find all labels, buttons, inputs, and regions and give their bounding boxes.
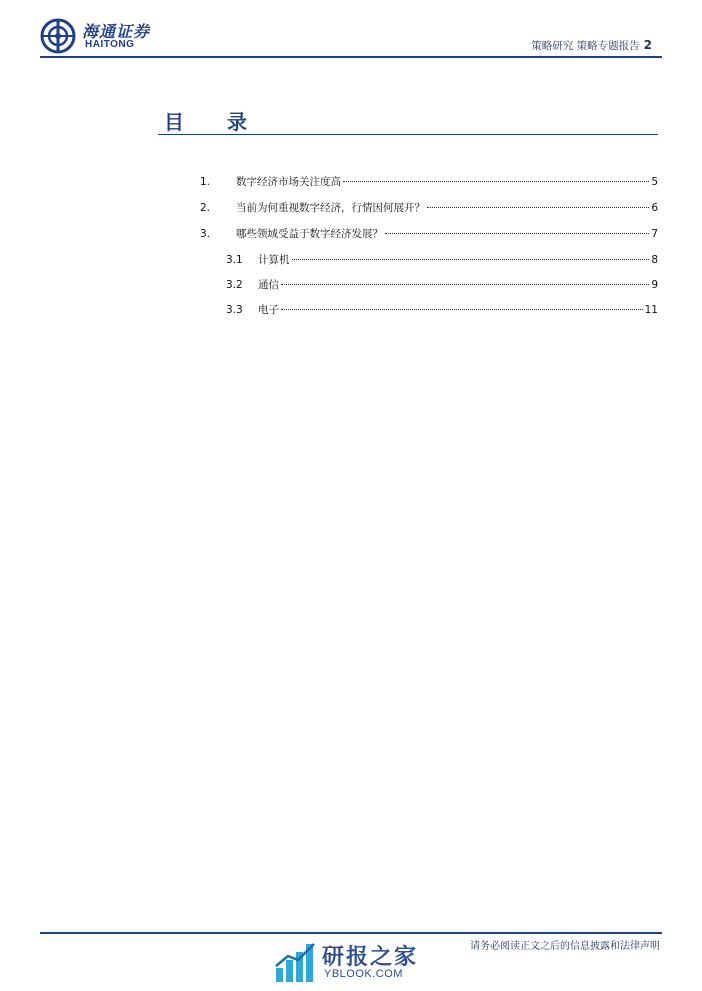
watermark-chinese: 研报之家 bbox=[322, 945, 419, 970]
toc-entry-number: 1. bbox=[200, 176, 211, 188]
haitong-logo-icon bbox=[40, 18, 76, 54]
toc-entry-page: 5 bbox=[651, 176, 658, 188]
page-number: 2 bbox=[643, 38, 652, 52]
footer-disclaimer: 请务必阅读正文之后的信息披露和法律声明 bbox=[470, 941, 660, 952]
toc-entry[interactable] bbox=[200, 174, 658, 188]
toc-entry-page: 11 bbox=[644, 304, 658, 316]
toc-subentry[interactable] bbox=[226, 252, 658, 266]
bar-chart-icon bbox=[274, 940, 318, 984]
toc-entry-number: 3.1 bbox=[226, 254, 243, 266]
toc-subentry[interactable] bbox=[226, 277, 658, 291]
toc-entry[interactable] bbox=[200, 226, 658, 240]
haitong-logo bbox=[40, 18, 170, 54]
page-header bbox=[40, 14, 662, 60]
logo-english-name: HAITONG bbox=[85, 39, 135, 50]
toc-leader-dots bbox=[281, 284, 649, 285]
toc-title: 目 录 bbox=[164, 110, 265, 134]
toc-entry-number: 3.3 bbox=[226, 304, 243, 316]
toc-title-divider bbox=[158, 134, 658, 135]
toc-entry[interactable] bbox=[200, 200, 658, 214]
toc-entry-text: 电子 bbox=[258, 304, 279, 316]
logo-chinese-name: 海通证券 bbox=[82, 22, 151, 41]
header-category bbox=[531, 38, 652, 53]
toc-entry-text: 数字经济市场关注度高 bbox=[236, 176, 341, 188]
toc-entry-page: 6 bbox=[651, 202, 658, 214]
footer-divider bbox=[40, 932, 662, 934]
toc-entry-number: 3. bbox=[200, 228, 211, 240]
toc-entry-page: 8 bbox=[651, 254, 658, 266]
toc-entry-text: 通信 bbox=[258, 279, 279, 291]
toc-entry-number: 3.2 bbox=[226, 279, 243, 291]
toc-leader-dots bbox=[427, 207, 649, 208]
toc-entry-number: 2. bbox=[200, 202, 211, 214]
report-category: 策略研究 策略专题报告 bbox=[531, 40, 640, 52]
watermark-english: YBLOOK.COM bbox=[324, 968, 403, 980]
toc-subentry[interactable] bbox=[226, 302, 658, 316]
toc-leader-dots bbox=[281, 309, 643, 310]
yblook-watermark bbox=[274, 940, 434, 984]
toc-leader-dots bbox=[292, 259, 650, 260]
toc-entry-page: 7 bbox=[651, 228, 658, 240]
toc-leader-dots bbox=[343, 181, 649, 182]
toc-entry-text: 哪些领域受益于数字经济发展？ bbox=[236, 228, 383, 240]
toc-entry-page: 9 bbox=[651, 279, 658, 291]
toc-leader-dots bbox=[385, 233, 649, 234]
toc-entry-text: 计算机 bbox=[258, 254, 290, 266]
header-divider bbox=[40, 56, 662, 58]
toc-entry-text: 当前为何重视数字经济，行情因何展开？ bbox=[236, 202, 425, 214]
